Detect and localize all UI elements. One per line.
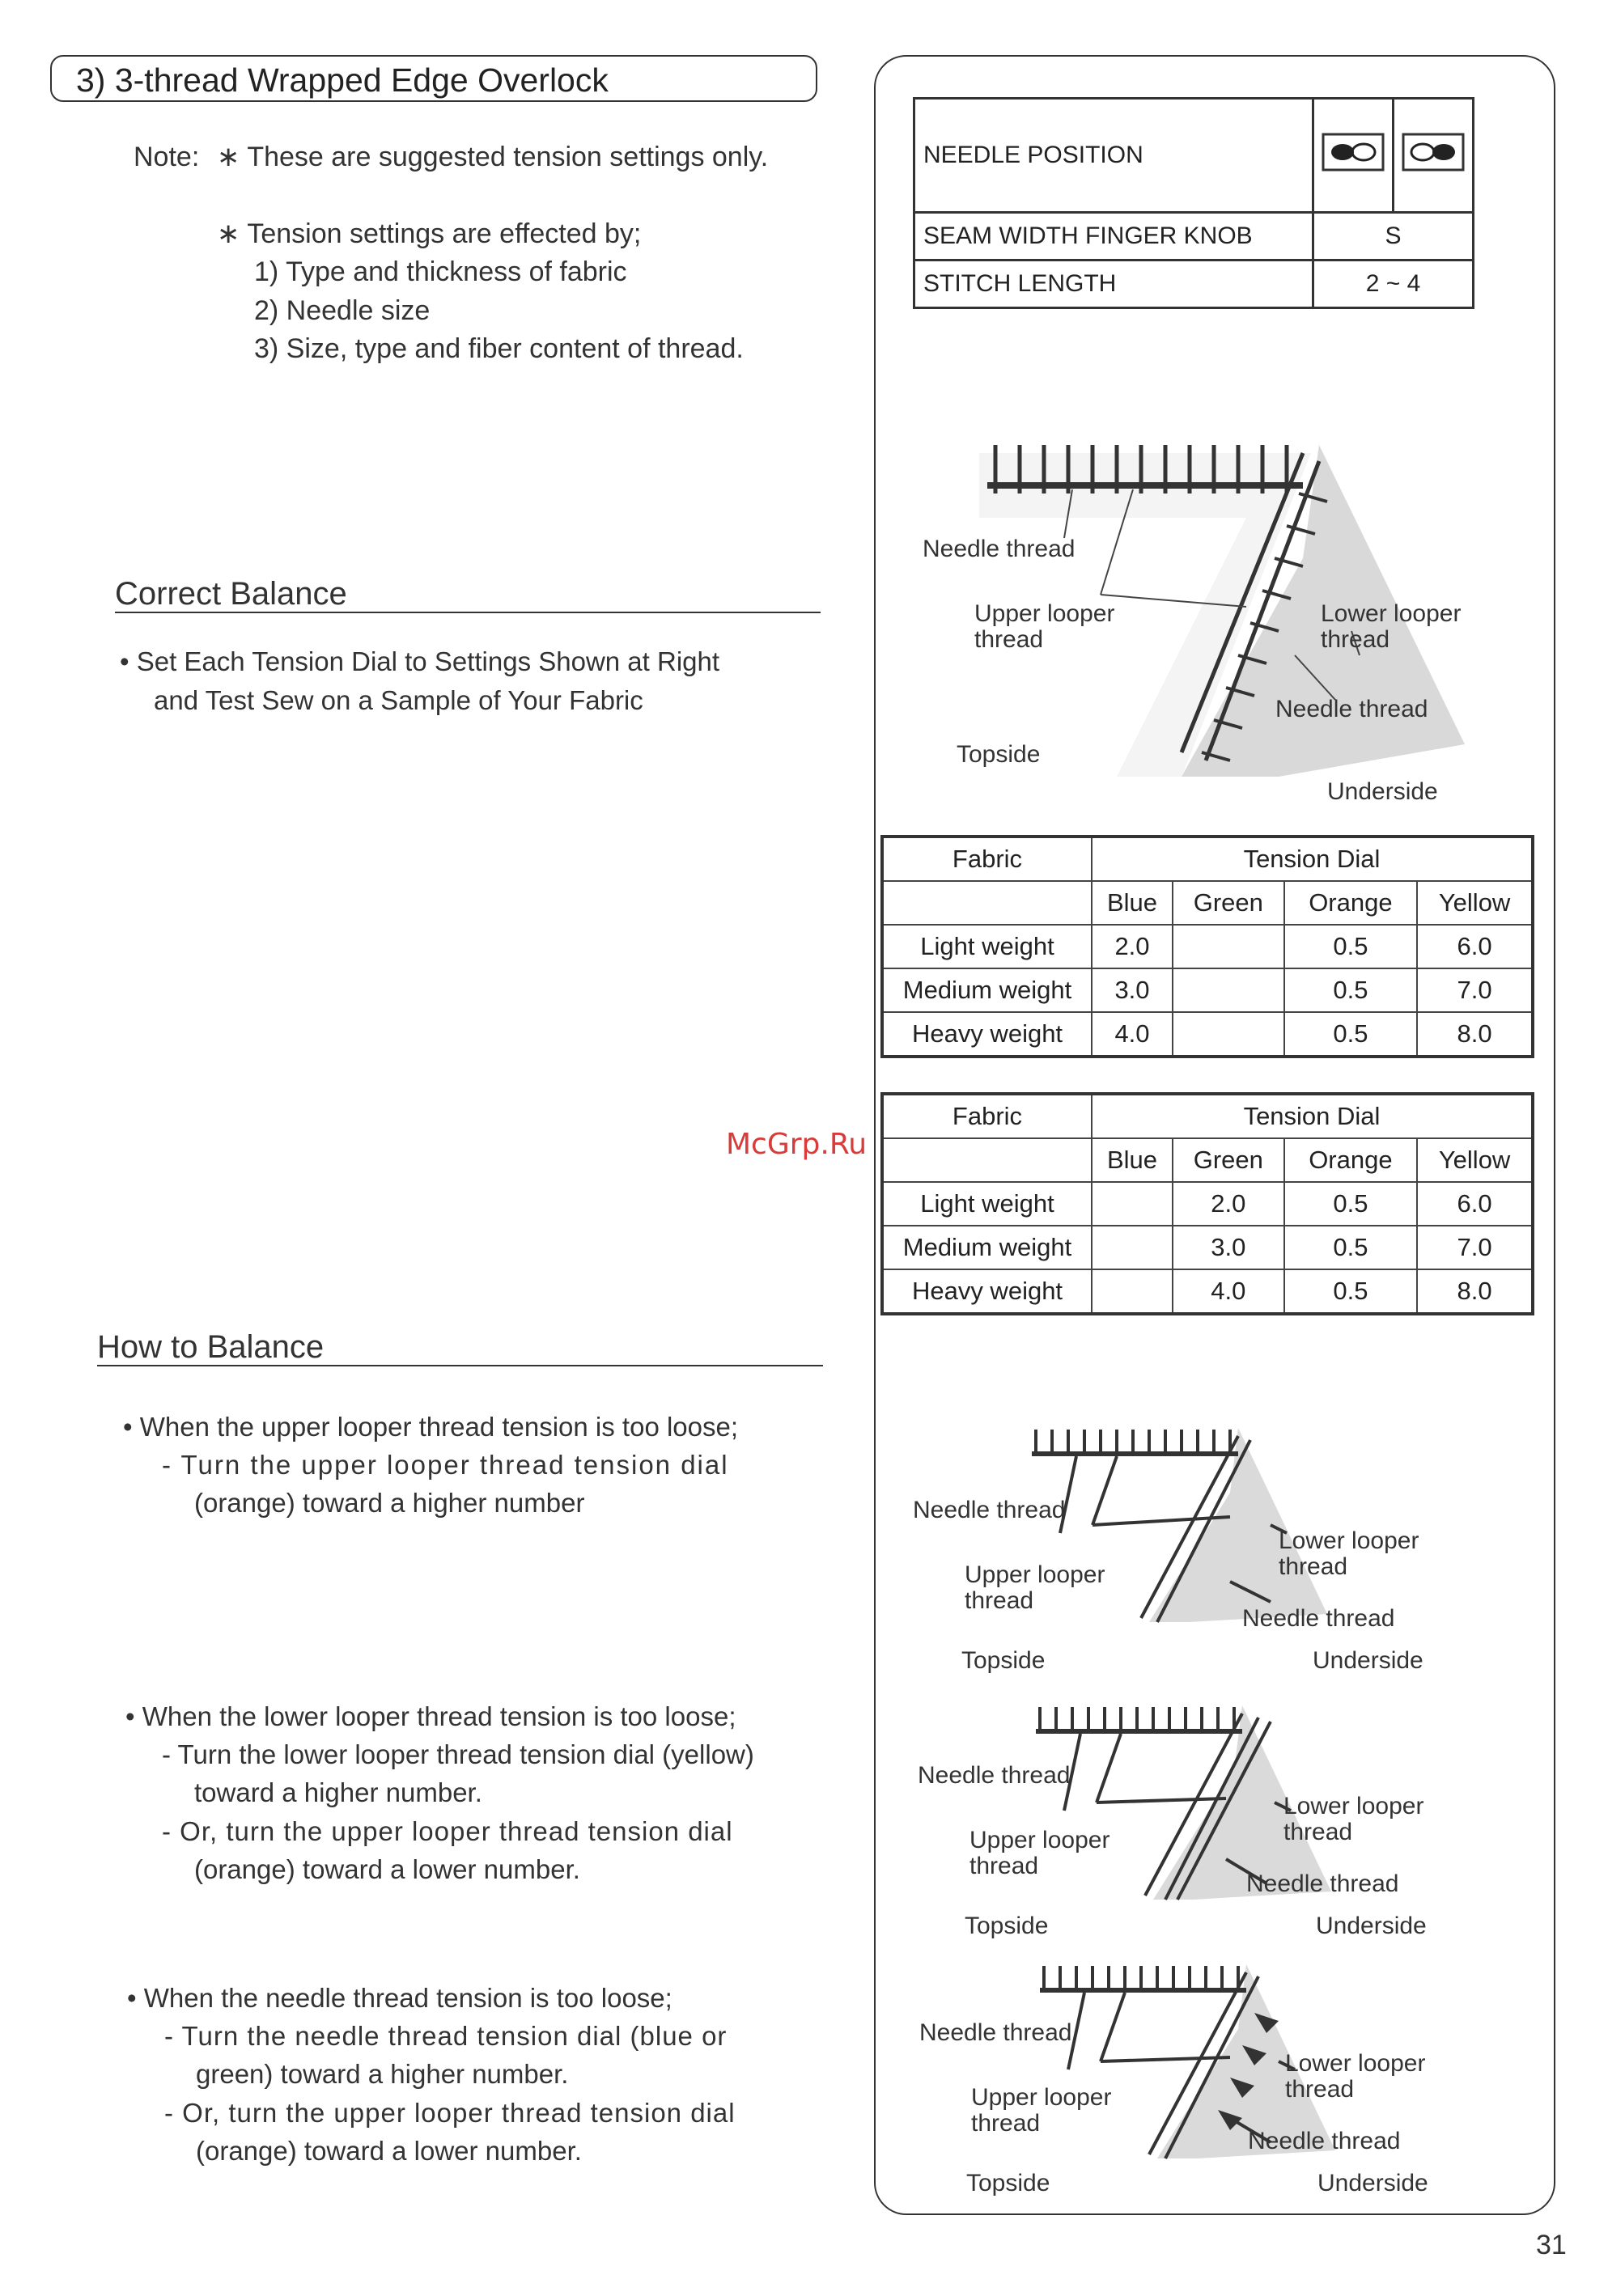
t2-blue [1092, 1182, 1173, 1226]
table-row [882, 1269, 1533, 1314]
d3-lower-looper-2: thread [1283, 1819, 1353, 1845]
needle-position-right [1394, 99, 1474, 213]
table-row [882, 1012, 1533, 1057]
t2-green: 2.0 [1173, 1182, 1284, 1226]
t2-col-orange: Orange [1284, 1138, 1418, 1182]
t2-yellow: 6.0 [1417, 1182, 1533, 1226]
needle-position-left [1313, 99, 1394, 213]
page-number: 31 [1536, 2230, 1567, 2260]
d2-needle-thread-under: Needle thread [1242, 1605, 1395, 1632]
t2-fabric: Light weight [882, 1182, 1092, 1226]
case2-line-2: - Turn the lower looper thread tension dial (yellow) [162, 1739, 754, 1769]
d1-lower-looper-1: Lower looper [1321, 600, 1462, 627]
t2-col-blue: Blue [1092, 1138, 1173, 1182]
d1-needle-thread-under: Needle thread [1275, 696, 1428, 722]
case1-line-3: (orange) toward a higher number [194, 1488, 585, 1518]
case3-line-3: green) toward a higher number. [196, 2059, 569, 2089]
t2-header-fabric: Fabric [882, 1094, 1092, 1138]
d3-topside: Topside [965, 1913, 1049, 1939]
t1-yellow: 7.0 [1417, 968, 1533, 1012]
t1-green [1173, 1012, 1284, 1057]
stitch-diagram-upper-loose [1028, 1420, 1335, 1630]
t1-fabric: Heavy weight [882, 1012, 1092, 1057]
d4-topside: Topside [966, 2170, 1050, 2196]
settings-table [913, 97, 1474, 309]
t1-col-green: Green [1173, 881, 1284, 925]
d4-needle-thread-under: Needle thread [1248, 2128, 1401, 2154]
case3-line-5: (orange) toward a lower number. [196, 2136, 582, 2166]
needle-left-icon [1318, 129, 1388, 175]
t2-blue [1092, 1269, 1173, 1314]
case3-line-1: • When the needle thread tension is too loose; [127, 1983, 672, 2013]
t2-col-green: Green [1173, 1138, 1284, 1182]
case2-line-4: - Or, turn the upper looper thread tension dial [162, 1816, 733, 1846]
d2-upper-looper-1: Upper looper [965, 1561, 1105, 1588]
t2-orange: 0.5 [1284, 1182, 1418, 1226]
d3-upper-looper-2: thread [969, 1853, 1039, 1879]
tension-table-2 [880, 1092, 1534, 1315]
t1-header-fabric: Fabric [882, 837, 1092, 881]
table-row [882, 968, 1533, 1012]
stitch-length-value: 2 ~ 4 [1313, 261, 1474, 308]
section-title: 3) 3-thread Wrapped Edge Overlock [50, 55, 817, 102]
t1-header-tension: Tension Dial [1092, 837, 1533, 881]
case1-line-1: • When the upper looper thread tension is too loose; [123, 1412, 739, 1442]
case2-line-1: • When the lower looper thread tension is too loose; [125, 1701, 736, 1731]
d4-lower-looper-1: Lower looper [1285, 2050, 1426, 2077]
t1-blue: 4.0 [1092, 1012, 1173, 1057]
t1-blue: 2.0 [1092, 925, 1173, 968]
t1-col-blue: Blue [1092, 881, 1173, 925]
d1-lower-looper-2: thread [1321, 626, 1390, 653]
t1-orange: 0.5 [1284, 925, 1418, 968]
t1-col-yellow: Yellow [1417, 881, 1533, 925]
needle-position-label: NEEDLE POSITION [914, 99, 1313, 213]
seam-width-label: SEAM WIDTH FINGER KNOB [914, 213, 1313, 261]
correct-balance-line-2: and Test Sew on a Sample of Your Fabric [154, 685, 643, 715]
t1-fabric: Medium weight [882, 968, 1092, 1012]
correct-balance-heading: Correct Balance [115, 576, 821, 613]
case1-line-2: - Turn the upper looper thread tension dial [162, 1450, 729, 1480]
note-item-2: 2) Needle size [254, 295, 431, 326]
d2-upper-looper-2: thread [965, 1587, 1034, 1614]
needle-right-icon [1398, 129, 1468, 175]
t2-blue [1092, 1226, 1173, 1269]
d3-needle-thread: Needle thread [918, 1762, 1071, 1789]
t2-orange: 0.5 [1284, 1269, 1418, 1314]
t2-green: 4.0 [1173, 1269, 1284, 1314]
d4-lower-looper-2: thread [1285, 2076, 1355, 2103]
d2-lower-looper-1: Lower looper [1279, 1527, 1419, 1554]
d3-underside: Underside [1316, 1913, 1427, 1939]
note-item-1: 1) Type and thickness of fabric [254, 256, 627, 287]
d2-underside: Underside [1313, 1647, 1423, 1674]
d4-upper-looper-1: Upper looper [971, 2084, 1112, 2111]
table-row [882, 1182, 1533, 1226]
t1-orange: 0.5 [1284, 1012, 1418, 1057]
d1-upper-looper-1: Upper looper [974, 600, 1115, 627]
d1-topside: Topside [957, 741, 1041, 768]
t2-fabric: Medium weight [882, 1226, 1092, 1269]
case3-line-2: - Turn the needle thread tension dial (blue or [164, 2021, 728, 2051]
d4-needle-thread: Needle thread [919, 2019, 1072, 2046]
note-line-1: ∗ These are suggested tension settings only. [217, 142, 769, 172]
t2-green: 3.0 [1173, 1226, 1284, 1269]
t2-fabric: Heavy weight [882, 1269, 1092, 1314]
t1-green [1173, 925, 1284, 968]
t1-blue: 3.0 [1092, 968, 1173, 1012]
t2-orange: 0.5 [1284, 1226, 1418, 1269]
note-line-2: ∗ Tension settings are effected by; [217, 218, 642, 249]
t1-yellow: 8.0 [1417, 1012, 1533, 1057]
case2-line-5: (orange) toward a lower number. [194, 1854, 580, 1884]
case2-line-3: toward a higher number. [194, 1777, 482, 1807]
d3-lower-looper-1: Lower looper [1283, 1793, 1424, 1819]
d4-upper-looper-2: thread [971, 2110, 1041, 2137]
d1-upper-looper-2: thread [974, 626, 1044, 653]
t2-header-tension: Tension Dial [1092, 1094, 1533, 1138]
table-row [882, 925, 1533, 968]
d2-lower-looper-2: thread [1279, 1553, 1348, 1580]
note-label: Note: [134, 142, 200, 172]
t1-orange: 0.5 [1284, 968, 1418, 1012]
d2-needle-thread: Needle thread [913, 1497, 1066, 1523]
d1-underside: Underside [1327, 778, 1438, 805]
t2-empty-cell [882, 1138, 1092, 1182]
t1-empty-cell [882, 881, 1092, 925]
t1-yellow: 6.0 [1417, 925, 1533, 968]
correct-balance-line-1: • Set Each Tension Dial to Settings Shown at Right [120, 646, 720, 676]
d3-upper-looper-1: Upper looper [969, 1827, 1110, 1853]
t2-yellow: 8.0 [1417, 1269, 1533, 1314]
d3-needle-thread-under: Needle thread [1246, 1870, 1399, 1897]
t1-green [1173, 968, 1284, 1012]
d1-needle-thread: Needle thread [923, 536, 1076, 562]
table-row [882, 1226, 1533, 1269]
case3-line-4: - Or, turn the upper looper thread tension dial [164, 2098, 736, 2128]
t1-col-orange: Orange [1284, 881, 1418, 925]
stitch-length-label: STITCH LENGTH [914, 261, 1313, 308]
seam-width-value: S [1313, 213, 1474, 261]
note-item-3: 3) Size, type and fiber content of thread. [254, 333, 744, 364]
t2-yellow: 7.0 [1417, 1226, 1533, 1269]
how-to-balance-heading: How to Balance [97, 1329, 823, 1366]
d2-topside: Topside [961, 1647, 1046, 1674]
t1-fabric: Light weight [882, 925, 1092, 968]
tension-table-1 [880, 835, 1534, 1058]
d4-underside: Underside [1317, 2170, 1428, 2196]
t2-col-yellow: Yellow [1417, 1138, 1533, 1182]
watermark: McGrp.Ru [726, 1128, 868, 1161]
